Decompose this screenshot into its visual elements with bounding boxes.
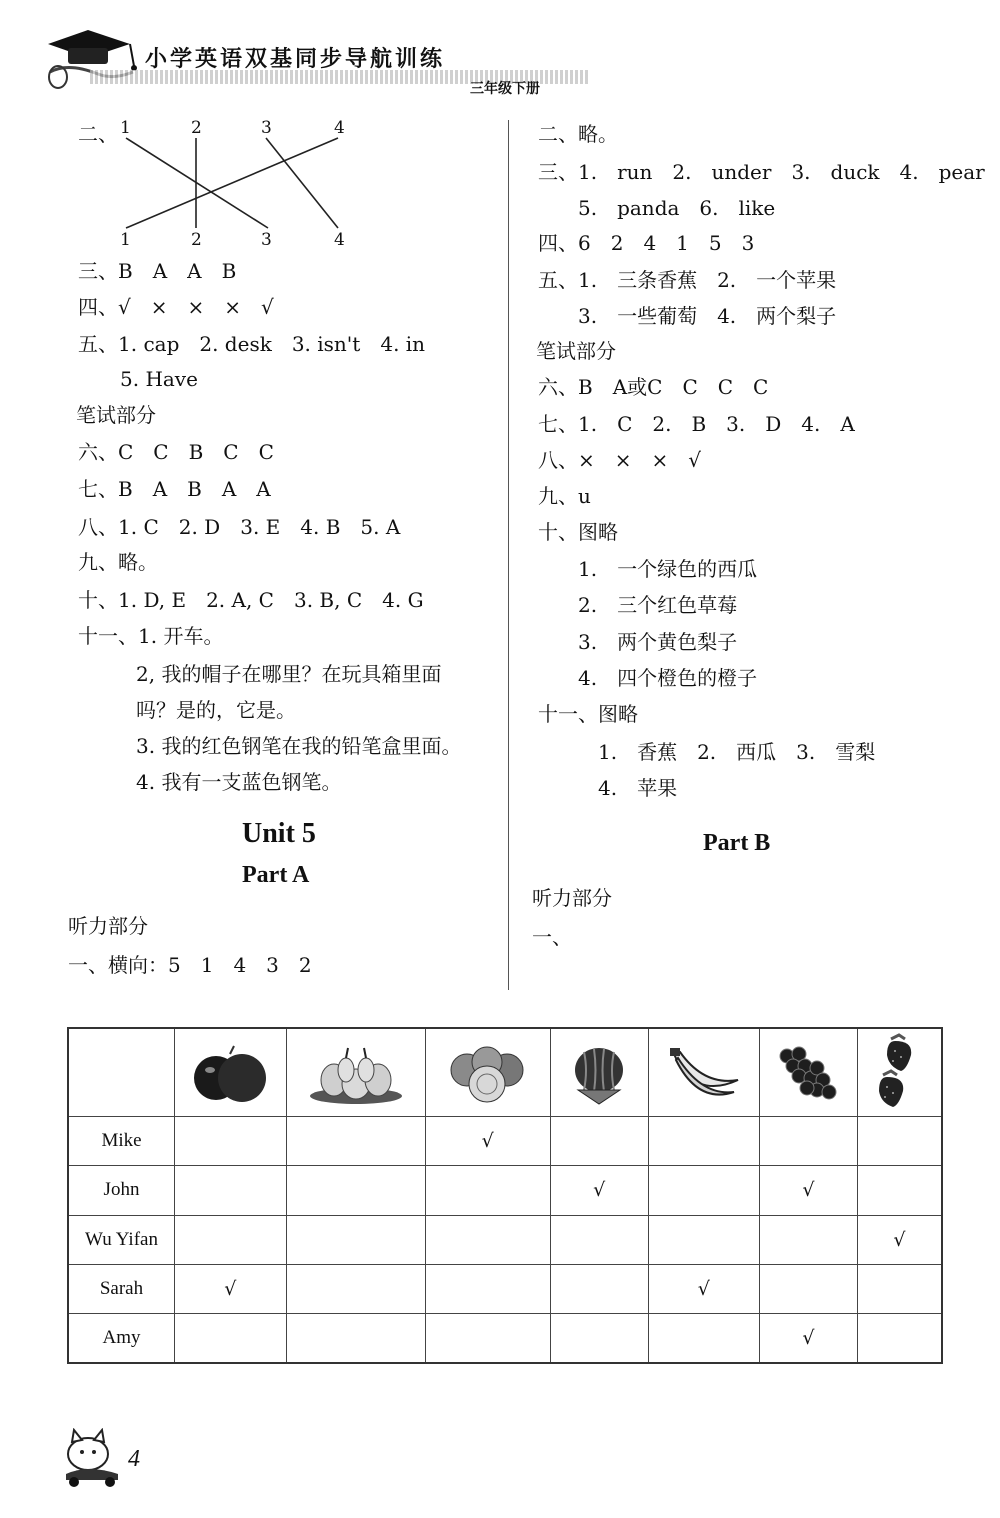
apple-cell bbox=[175, 1028, 287, 1117]
answer-line: 十、1. D, E 2. A, C 3. B, C 4. G bbox=[78, 588, 424, 612]
table-cell bbox=[857, 1117, 942, 1166]
answer-line: 3. 我的红色钢笔在我的铅笔盒里面。 bbox=[136, 734, 462, 758]
table-cell bbox=[175, 1313, 287, 1363]
match-top-3: 3 bbox=[261, 118, 272, 138]
page-number: 4 bbox=[128, 1446, 140, 1472]
answer-line: 九、u bbox=[538, 484, 591, 508]
answer-line: 三、B A A B bbox=[78, 259, 237, 283]
table-cell bbox=[857, 1166, 942, 1215]
answer-line: 一、 bbox=[532, 925, 572, 949]
cat-mascot-icon bbox=[58, 1428, 128, 1488]
table-cell bbox=[286, 1215, 425, 1264]
table-row bbox=[68, 1117, 942, 1166]
answer-line: 4. 四个橙色的橙子 bbox=[578, 666, 758, 690]
watermelon-cell bbox=[550, 1028, 648, 1117]
pear-cell bbox=[286, 1028, 425, 1117]
answer-line: 2. 三个红色草莓 bbox=[578, 593, 738, 617]
book-title: 小学英语双基同步导航训练 bbox=[145, 46, 446, 72]
answer-line: 2, 我的帽子在哪里？在玩具箱里面 bbox=[136, 662, 442, 686]
grape-icon bbox=[773, 1040, 843, 1106]
table-cell bbox=[175, 1117, 287, 1166]
table-cell bbox=[425, 1215, 550, 1264]
row-name: Sarah bbox=[68, 1264, 175, 1313]
table-cell bbox=[760, 1264, 858, 1313]
orange-icon bbox=[443, 1040, 533, 1106]
part-b-title: Part B bbox=[703, 830, 771, 856]
match-top-1: 1 bbox=[120, 118, 131, 138]
answer-line: 5. Have bbox=[120, 367, 198, 391]
strawberry-icon bbox=[869, 1033, 929, 1113]
table-cell: √ bbox=[857, 1215, 942, 1264]
answer-line: 六、B A或C C C C bbox=[538, 375, 769, 399]
answer-line: 十一、1. 开车。 bbox=[78, 624, 224, 648]
answer-line: 一、横向：5 1 4 3 2 bbox=[68, 953, 312, 977]
table-cell bbox=[286, 1264, 425, 1313]
answer-line: 三、1. run 2. under 3. duck 4. pear bbox=[538, 160, 985, 184]
table-cell: √ bbox=[760, 1313, 858, 1363]
answer-line: 十、图略 bbox=[538, 520, 618, 544]
pear-icon bbox=[306, 1040, 406, 1106]
answer-line: 七、B A B A A bbox=[78, 477, 271, 501]
table-cell bbox=[175, 1215, 287, 1264]
banana-icon bbox=[664, 1040, 744, 1106]
match-bottom-4: 4 bbox=[334, 230, 345, 250]
answer-line: 3. 两个黄色梨子 bbox=[578, 630, 738, 654]
table-cell bbox=[286, 1117, 425, 1166]
answer-line: 七、1. C 2. B 3. D 4. A bbox=[538, 412, 855, 436]
listening-heading: 听力部分 bbox=[68, 914, 148, 938]
answer-line: 四、√ × × × √ bbox=[78, 295, 274, 319]
table-cell: √ bbox=[425, 1117, 550, 1166]
match-bottom-1: 1 bbox=[120, 230, 131, 250]
answer-line: 八、× × × √ bbox=[538, 448, 702, 472]
fruit-table bbox=[67, 1027, 943, 1364]
table-cell bbox=[760, 1215, 858, 1264]
row-name: Mike bbox=[68, 1117, 175, 1166]
answer-line: 十一、图略 bbox=[538, 702, 638, 726]
table-cell: √ bbox=[760, 1166, 858, 1215]
table-cell bbox=[648, 1117, 760, 1166]
match-bottom-3: 3 bbox=[261, 230, 272, 250]
corner-cell bbox=[68, 1028, 175, 1117]
table-cell: √ bbox=[550, 1166, 648, 1215]
orange-cell bbox=[425, 1028, 550, 1117]
answer-line: 1. 香蕉 2. 西瓜 3. 雪梨 bbox=[598, 740, 876, 764]
answer-line: 四、6 2 4 1 5 3 bbox=[538, 231, 755, 255]
match-top-2: 2 bbox=[191, 118, 202, 138]
unit-title: Unit 5 bbox=[242, 818, 316, 849]
table-cell bbox=[286, 1166, 425, 1215]
answer-line: 吗？是的，它是。 bbox=[136, 698, 296, 722]
table-row bbox=[68, 1166, 942, 1215]
strawberry-cell bbox=[857, 1028, 942, 1117]
listening-heading: 听力部分 bbox=[532, 886, 612, 910]
answer-line: 五、1. 三条香蕉 2. 一个苹果 bbox=[538, 268, 837, 292]
table-cell bbox=[550, 1313, 648, 1363]
answer-line: 5. panda 6. like bbox=[578, 196, 776, 220]
part-a-title: Part A bbox=[242, 862, 310, 888]
table-cell bbox=[286, 1313, 425, 1363]
table-cell: √ bbox=[648, 1264, 760, 1313]
table-cell bbox=[550, 1264, 648, 1313]
answer-line: 3. 一些葡萄 4. 两个梨子 bbox=[578, 304, 837, 328]
table-row bbox=[68, 1215, 942, 1264]
answer-line: 九、略。 bbox=[78, 550, 158, 574]
grape-cell bbox=[760, 1028, 858, 1117]
table-cell: √ bbox=[175, 1264, 287, 1313]
banana-cell bbox=[648, 1028, 760, 1117]
table-cell bbox=[648, 1215, 760, 1264]
table-cell bbox=[760, 1117, 858, 1166]
table-cell bbox=[425, 1313, 550, 1363]
table-cell bbox=[425, 1264, 550, 1313]
table-cell bbox=[648, 1166, 760, 1215]
section-heading: 笔试部分 bbox=[76, 403, 156, 427]
row-name: Wu Yifan bbox=[68, 1215, 175, 1264]
table-cell bbox=[550, 1215, 648, 1264]
table-cell bbox=[175, 1166, 287, 1215]
table-cell bbox=[857, 1264, 942, 1313]
table-cell bbox=[425, 1166, 550, 1215]
matching-label: 二、 bbox=[78, 122, 118, 146]
answer-line: 4. 我有一支蓝色钢笔。 bbox=[136, 770, 342, 794]
row-name: Amy bbox=[68, 1313, 175, 1363]
section-heading: 笔试部分 bbox=[536, 339, 616, 363]
matching-lines bbox=[120, 136, 350, 232]
grade-label: 三年级下册 bbox=[470, 81, 540, 97]
answer-line: 4. 苹果 bbox=[598, 776, 678, 800]
watermelon-icon bbox=[564, 1040, 634, 1106]
apple-icon bbox=[190, 1040, 270, 1106]
answer-line: 二、略。 bbox=[538, 122, 618, 146]
table-cell bbox=[648, 1313, 760, 1363]
answer-line: 1. 一个绿色的西瓜 bbox=[578, 557, 758, 581]
fruit-header-row bbox=[68, 1028, 942, 1117]
match-bottom-2: 2 bbox=[191, 230, 202, 250]
answer-line: 六、C C B C C bbox=[78, 440, 274, 464]
answer-line: 五、1. cap 2. desk 3. isn't 4. in bbox=[78, 332, 426, 356]
row-name: John bbox=[68, 1166, 175, 1215]
match-top-4: 4 bbox=[334, 118, 345, 138]
table-cell bbox=[857, 1313, 942, 1363]
table-cell bbox=[550, 1117, 648, 1166]
table-row bbox=[68, 1313, 942, 1363]
table-row bbox=[68, 1264, 942, 1313]
answer-line: 八、1. C 2. D 3. E 4. B 5. A bbox=[78, 515, 401, 539]
column-divider bbox=[508, 120, 509, 990]
